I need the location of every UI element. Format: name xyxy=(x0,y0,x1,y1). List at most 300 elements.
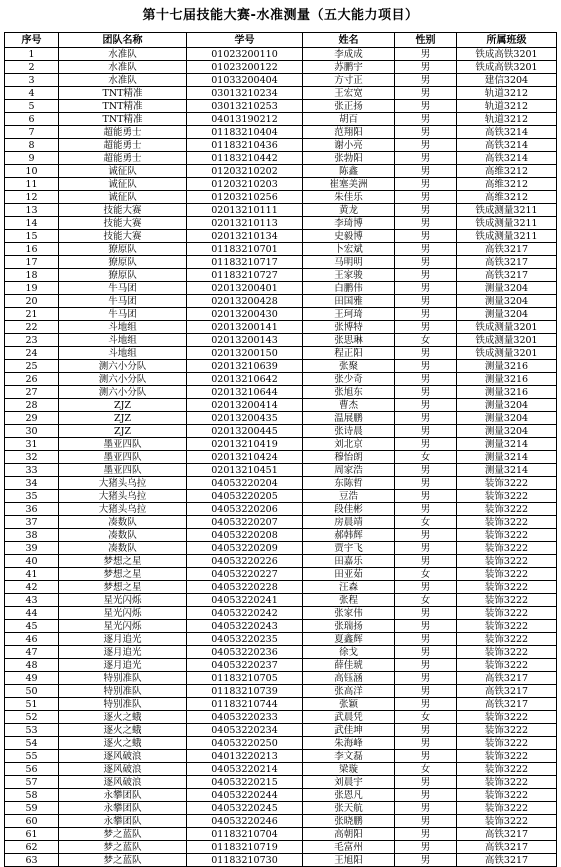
cell-index: 41 xyxy=(5,568,59,581)
cell-gender: 男 xyxy=(395,789,457,802)
cell-student-id: 01023200110 xyxy=(187,48,303,61)
table-row xyxy=(5,607,557,620)
cell-index: 15 xyxy=(5,230,59,243)
cell-index: 56 xyxy=(5,763,59,776)
table-row xyxy=(5,269,557,282)
cell-index: 52 xyxy=(5,711,59,724)
table-row xyxy=(5,347,557,360)
cell-class: 高铁3217 xyxy=(457,672,557,685)
cell-class: 高铁3217 xyxy=(457,698,557,711)
cell-team-name: 墨亚四队 xyxy=(59,438,187,451)
cell-student-id: 01203210256 xyxy=(187,191,303,204)
cell-name: 王家骏 xyxy=(303,269,395,282)
cell-name: 徐戈 xyxy=(303,646,395,659)
cell-class: 装饰3222 xyxy=(457,503,557,516)
cell-name: 苏鹏宇 xyxy=(303,61,395,74)
cell-index: 26 xyxy=(5,373,59,386)
table-row xyxy=(5,243,557,256)
cell-name: 张诗晨 xyxy=(303,425,395,438)
cell-team-name: 斗地组 xyxy=(59,321,187,334)
cell-index: 9 xyxy=(5,152,59,165)
cell-index: 13 xyxy=(5,204,59,217)
cell-gender: 男 xyxy=(395,685,457,698)
cell-team-name: 超能勇士 xyxy=(59,139,187,152)
table-row xyxy=(5,633,557,646)
cell-gender: 男 xyxy=(395,139,457,152)
cell-team-name: 大猪头乌拉 xyxy=(59,477,187,490)
cell-index: 31 xyxy=(5,438,59,451)
cell-gender: 男 xyxy=(395,503,457,516)
table-row xyxy=(5,230,557,243)
cell-team-name: 逐风破浪 xyxy=(59,750,187,763)
cell-team-name: 逐火之蛾 xyxy=(59,737,187,750)
cell-student-id: 02013200430 xyxy=(187,308,303,321)
table-row xyxy=(5,698,557,711)
cell-name: 方寸正 xyxy=(303,74,395,87)
table-row xyxy=(5,542,557,555)
cell-index: 30 xyxy=(5,425,59,438)
cell-gender: 男 xyxy=(395,737,457,750)
cell-class: 高维3212 xyxy=(457,191,557,204)
cell-team-name: 逐风破浪 xyxy=(59,776,187,789)
table-row xyxy=(5,204,557,217)
cell-student-id: 02013210419 xyxy=(187,438,303,451)
cell-team-name: 特别准队 xyxy=(59,698,187,711)
table-row xyxy=(5,776,557,789)
cell-gender: 男 xyxy=(395,217,457,230)
cell-team-name: 牛马团 xyxy=(59,308,187,321)
cell-student-id: 02013210639 xyxy=(187,360,303,373)
cell-student-id: 02013210113 xyxy=(187,217,303,230)
cell-student-id: 01183210705 xyxy=(187,672,303,685)
cell-team-name: ZJZ xyxy=(59,425,187,438)
cell-index: 21 xyxy=(5,308,59,321)
cell-team-name: 星光闪烁 xyxy=(59,594,187,607)
table-row xyxy=(5,61,557,74)
cell-team-name: TNT精准 xyxy=(59,100,187,113)
cell-student-id: 04053220215 xyxy=(187,776,303,789)
cell-gender: 男 xyxy=(395,438,457,451)
cell-name: 白鹏伟 xyxy=(303,282,395,295)
table-row xyxy=(5,711,557,724)
cell-index: 44 xyxy=(5,607,59,620)
cell-student-id: 04053220234 xyxy=(187,724,303,737)
table-row xyxy=(5,256,557,269)
table-row xyxy=(5,620,557,633)
document-title: 第十七届技能大赛-水准测量（五大能力项目） xyxy=(142,8,419,23)
cell-team-name: 斗地组 xyxy=(59,347,187,360)
cell-index: 36 xyxy=(5,503,59,516)
table-row xyxy=(5,555,557,568)
cell-gender: 男 xyxy=(395,269,457,282)
cell-student-id: 01183210704 xyxy=(187,828,303,841)
table-row xyxy=(5,139,557,152)
cell-name: 王珂琦 xyxy=(303,308,395,321)
table-row xyxy=(5,828,557,841)
cell-name: 张恩凡 xyxy=(303,789,395,802)
cell-class: 装饰3222 xyxy=(457,763,557,776)
cell-class: 高铁3217 xyxy=(457,828,557,841)
cell-name: 曹杰 xyxy=(303,399,395,412)
cell-index: 33 xyxy=(5,464,59,477)
table-row xyxy=(5,581,557,594)
cell-index: 47 xyxy=(5,646,59,659)
cell-gender: 女 xyxy=(395,711,457,724)
cell-name: 郝韩辉 xyxy=(303,529,395,542)
cell-class: 建信3204 xyxy=(457,74,557,87)
roster-page xyxy=(0,4,561,866)
cell-class: 装饰3222 xyxy=(457,529,557,542)
cell-team-name: 特别准队 xyxy=(59,672,187,685)
cell-gender: 男 xyxy=(395,854,457,867)
cell-index: 24 xyxy=(5,347,59,360)
cell-gender: 女 xyxy=(395,568,457,581)
table-row xyxy=(5,191,557,204)
cell-team-name: 永攀团队 xyxy=(59,815,187,828)
cell-name: 张旭东 xyxy=(303,386,395,399)
cell-index: 25 xyxy=(5,360,59,373)
cell-name: 张瑞扬 xyxy=(303,620,395,633)
cell-gender: 男 xyxy=(395,802,457,815)
cell-index: 40 xyxy=(5,555,59,568)
cell-class: 装饰3222 xyxy=(457,620,557,633)
cell-gender: 男 xyxy=(395,490,457,503)
cell-index: 54 xyxy=(5,737,59,750)
table-row xyxy=(5,763,557,776)
cell-gender: 男 xyxy=(395,321,457,334)
cell-index: 46 xyxy=(5,633,59,646)
cell-name: 田嘉乐 xyxy=(303,555,395,568)
cell-student-id: 02013200143 xyxy=(187,334,303,347)
cell-name: 豆浩 xyxy=(303,490,395,503)
cell-class: 测量3216 xyxy=(457,373,557,386)
cell-team-name: 逐火之蛾 xyxy=(59,711,187,724)
table-row xyxy=(5,178,557,191)
cell-student-id: 03013210253 xyxy=(187,100,303,113)
header-student-id: 学号 xyxy=(187,33,303,48)
cell-team-name: 大猪头乌拉 xyxy=(59,490,187,503)
cell-student-id: 01183210719 xyxy=(187,841,303,854)
cell-team-name: 逐月追光 xyxy=(59,633,187,646)
cell-index: 55 xyxy=(5,750,59,763)
cell-student-id: 04053220204 xyxy=(187,477,303,490)
cell-gender: 男 xyxy=(395,61,457,74)
cell-gender: 男 xyxy=(395,724,457,737)
cell-name: 周家浩 xyxy=(303,464,395,477)
cell-name: 卜宏斌 xyxy=(303,243,395,256)
cell-name: 张思琳 xyxy=(303,334,395,347)
table-row xyxy=(5,594,557,607)
cell-team-name: 逐月追光 xyxy=(59,659,187,672)
cell-name: 夏鑫辉 xyxy=(303,633,395,646)
cell-student-id: 02013210642 xyxy=(187,373,303,386)
cell-index: 18 xyxy=(5,269,59,282)
cell-name: 高朝阳 xyxy=(303,828,395,841)
cell-gender: 男 xyxy=(395,373,457,386)
cell-name: 张颖 xyxy=(303,698,395,711)
cell-class: 铁成测量3211 xyxy=(457,217,557,230)
table-row xyxy=(5,464,557,477)
cell-name: 穆怡朗 xyxy=(303,451,395,464)
cell-class: 高铁3217 xyxy=(457,269,557,282)
cell-gender: 男 xyxy=(395,282,457,295)
cell-class: 装饰3222 xyxy=(457,646,557,659)
cell-class: 铁成测量3201 xyxy=(457,334,557,347)
cell-student-id: 04053220233 xyxy=(187,711,303,724)
table-row xyxy=(5,282,557,295)
cell-student-id: 04053220226 xyxy=(187,555,303,568)
header-name: 姓名 xyxy=(303,33,395,48)
cell-name: 李琦博 xyxy=(303,217,395,230)
cell-team-name: 技能大赛 xyxy=(59,204,187,217)
cell-class: 装饰3222 xyxy=(457,516,557,529)
cell-gender: 男 xyxy=(395,581,457,594)
cell-class: 装饰3222 xyxy=(457,490,557,503)
table-row xyxy=(5,568,557,581)
cell-student-id: 01183210717 xyxy=(187,256,303,269)
cell-class: 测量3204 xyxy=(457,412,557,425)
cell-name: 朱海峰 xyxy=(303,737,395,750)
cell-name: 张博特 xyxy=(303,321,395,334)
cell-team-name: 牛马团 xyxy=(59,282,187,295)
cell-class: 装饰3222 xyxy=(457,659,557,672)
cell-index: 11 xyxy=(5,178,59,191)
cell-class: 测量3216 xyxy=(457,386,557,399)
cell-student-id: 04053220206 xyxy=(187,503,303,516)
table-row xyxy=(5,750,557,763)
cell-gender: 男 xyxy=(395,464,457,477)
cell-student-id: 02013210424 xyxy=(187,451,303,464)
cell-index: 45 xyxy=(5,620,59,633)
cell-student-id: 04053220243 xyxy=(187,620,303,633)
table-row xyxy=(5,334,557,347)
cell-index: 51 xyxy=(5,698,59,711)
cell-student-id: 04053220209 xyxy=(187,542,303,555)
cell-team-name: 技能大赛 xyxy=(59,230,187,243)
cell-index: 5 xyxy=(5,100,59,113)
cell-class: 高维3212 xyxy=(457,165,557,178)
cell-team-name: 水准队 xyxy=(59,61,187,74)
cell-name: 陈鑫 xyxy=(303,165,395,178)
cell-class: 装饰3222 xyxy=(457,633,557,646)
cell-class: 铁成测量3211 xyxy=(457,230,557,243)
cell-gender: 男 xyxy=(395,360,457,373)
cell-team-name: 星光闪烁 xyxy=(59,620,187,633)
table-row xyxy=(5,659,557,672)
cell-student-id: 04053220245 xyxy=(187,802,303,815)
cell-student-id: 02013210134 xyxy=(187,230,303,243)
cell-team-name: 超能勇士 xyxy=(59,126,187,139)
cell-index: 16 xyxy=(5,243,59,256)
cell-gender: 男 xyxy=(395,477,457,490)
cell-student-id: 01183210727 xyxy=(187,269,303,282)
cell-gender: 男 xyxy=(395,256,457,269)
cell-index: 57 xyxy=(5,776,59,789)
cell-team-name: 斗地组 xyxy=(59,334,187,347)
table-row xyxy=(5,516,557,529)
cell-student-id: 01203210202 xyxy=(187,165,303,178)
cell-index: 35 xyxy=(5,490,59,503)
cell-student-id: 04053220242 xyxy=(187,607,303,620)
header-index: 序号 xyxy=(5,33,59,48)
cell-name: 张程 xyxy=(303,594,395,607)
cell-student-id: 02013210111 xyxy=(187,204,303,217)
cell-gender: 男 xyxy=(395,555,457,568)
cell-index: 61 xyxy=(5,828,59,841)
table-row xyxy=(5,646,557,659)
cell-index: 14 xyxy=(5,217,59,230)
cell-gender: 男 xyxy=(395,386,457,399)
cell-name: 段佳彬 xyxy=(303,503,395,516)
cell-team-name: ZJZ xyxy=(59,399,187,412)
cell-class: 装饰3222 xyxy=(457,815,557,828)
cell-name: 张高洋 xyxy=(303,685,395,698)
cell-name: 武佳坤 xyxy=(303,724,395,737)
cell-team-name: 特别准队 xyxy=(59,685,187,698)
cell-class: 轨道3212 xyxy=(457,100,557,113)
cell-index: 49 xyxy=(5,672,59,685)
cell-student-id: 04053220246 xyxy=(187,815,303,828)
cell-class: 铁成测量3201 xyxy=(457,321,557,334)
cell-gender: 男 xyxy=(395,347,457,360)
cell-student-id: 02013200150 xyxy=(187,347,303,360)
table-row xyxy=(5,841,557,854)
cell-student-id: 01033200404 xyxy=(187,74,303,87)
cell-index: 17 xyxy=(5,256,59,269)
table-row xyxy=(5,529,557,542)
cell-team-name: 测六小分队 xyxy=(59,360,187,373)
cell-index: 20 xyxy=(5,295,59,308)
cell-index: 3 xyxy=(5,74,59,87)
cell-team-name: 诚征队 xyxy=(59,165,187,178)
cell-team-name: 牛马团 xyxy=(59,295,187,308)
cell-gender: 男 xyxy=(395,646,457,659)
cell-class: 装饰3222 xyxy=(457,594,557,607)
cell-team-name: 测六小分队 xyxy=(59,386,187,399)
cell-team-name: 獠原队 xyxy=(59,243,187,256)
cell-gender: 男 xyxy=(395,178,457,191)
cell-team-name: 永攀团队 xyxy=(59,802,187,815)
cell-team-name: 凑数队 xyxy=(59,516,187,529)
cell-class: 高铁3217 xyxy=(457,256,557,269)
cell-student-id: 02013200414 xyxy=(187,399,303,412)
table-row xyxy=(5,321,557,334)
table-row xyxy=(5,373,557,386)
cell-index: 29 xyxy=(5,412,59,425)
cell-class: 高铁3217 xyxy=(457,854,557,867)
cell-name: 胡百 xyxy=(303,113,395,126)
cell-class: 装饰3222 xyxy=(457,724,557,737)
cell-index: 8 xyxy=(5,139,59,152)
cell-class: 高铁3217 xyxy=(457,243,557,256)
cell-student-id: 02013200401 xyxy=(187,282,303,295)
cell-gender: 男 xyxy=(395,87,457,100)
cell-student-id: 01203210203 xyxy=(187,178,303,191)
cell-team-name: 水准队 xyxy=(59,48,187,61)
cell-name: 张晓鹏 xyxy=(303,815,395,828)
cell-student-id: 04053220214 xyxy=(187,763,303,776)
cell-student-id: 04053220207 xyxy=(187,516,303,529)
cell-class: 高铁3217 xyxy=(457,841,557,854)
cell-index: 22 xyxy=(5,321,59,334)
cell-class: 测量3216 xyxy=(457,360,557,373)
cell-name: 张家伟 xyxy=(303,607,395,620)
table-row xyxy=(5,425,557,438)
cell-gender: 男 xyxy=(395,672,457,685)
cell-name: 程正阳 xyxy=(303,347,395,360)
cell-index: 48 xyxy=(5,659,59,672)
table-row xyxy=(5,737,557,750)
cell-name: 武晨凭 xyxy=(303,711,395,724)
header-team-name: 团队名称 xyxy=(59,33,187,48)
cell-name: 汪森 xyxy=(303,581,395,594)
cell-name: 贾宇飞 xyxy=(303,542,395,555)
cell-class: 装饰3222 xyxy=(457,802,557,815)
cell-gender: 男 xyxy=(395,191,457,204)
cell-gender: 男 xyxy=(395,659,457,672)
cell-student-id: 01183210701 xyxy=(187,243,303,256)
cell-class: 测量3204 xyxy=(457,308,557,321)
cell-gender: 男 xyxy=(395,607,457,620)
cell-gender: 男 xyxy=(395,152,457,165)
cell-class: 测量3204 xyxy=(457,295,557,308)
cell-gender: 女 xyxy=(395,763,457,776)
cell-team-name: 獠原队 xyxy=(59,269,187,282)
cell-name: 王旭阳 xyxy=(303,854,395,867)
cell-name: 李文磊 xyxy=(303,750,395,763)
cell-name: 谢小亮 xyxy=(303,139,395,152)
cell-gender: 男 xyxy=(395,620,457,633)
cell-gender: 男 xyxy=(395,529,457,542)
table-row xyxy=(5,308,557,321)
cell-class: 装饰3222 xyxy=(457,568,557,581)
table-row xyxy=(5,802,557,815)
cell-gender: 女 xyxy=(395,334,457,347)
cell-gender: 男 xyxy=(395,815,457,828)
table-row xyxy=(5,685,557,698)
header-class: 所属班级 xyxy=(457,33,557,48)
cell-class: 装饰3222 xyxy=(457,581,557,594)
cell-class: 测量3204 xyxy=(457,425,557,438)
table-row xyxy=(5,815,557,828)
cell-index: 28 xyxy=(5,399,59,412)
cell-index: 63 xyxy=(5,854,59,867)
table-row xyxy=(5,412,557,425)
cell-team-name: 逐风破浪 xyxy=(59,763,187,776)
cell-index: 7 xyxy=(5,126,59,139)
cell-class: 高铁3214 xyxy=(457,126,557,139)
cell-student-id: 04053220205 xyxy=(187,490,303,503)
cell-student-id: 03013210234 xyxy=(187,87,303,100)
cell-team-name: 技能大赛 xyxy=(59,217,187,230)
cell-team-name: 墨亚四队 xyxy=(59,464,187,477)
cell-index: 58 xyxy=(5,789,59,802)
cell-team-name: 梦想之星 xyxy=(59,581,187,594)
cell-index: 34 xyxy=(5,477,59,490)
cell-index: 39 xyxy=(5,542,59,555)
cell-team-name: 测六小分队 xyxy=(59,373,187,386)
cell-student-id: 01183210739 xyxy=(187,685,303,698)
table-row xyxy=(5,113,557,126)
cell-class: 装饰3222 xyxy=(457,542,557,555)
cell-team-name: 诚征队 xyxy=(59,178,187,191)
cell-gender: 男 xyxy=(395,750,457,763)
cell-gender: 男 xyxy=(395,100,457,113)
cell-class: 铁成测量3211 xyxy=(457,204,557,217)
cell-index: 23 xyxy=(5,334,59,347)
cell-student-id: 04013220213 xyxy=(187,750,303,763)
cell-student-id: 01183210436 xyxy=(187,139,303,152)
